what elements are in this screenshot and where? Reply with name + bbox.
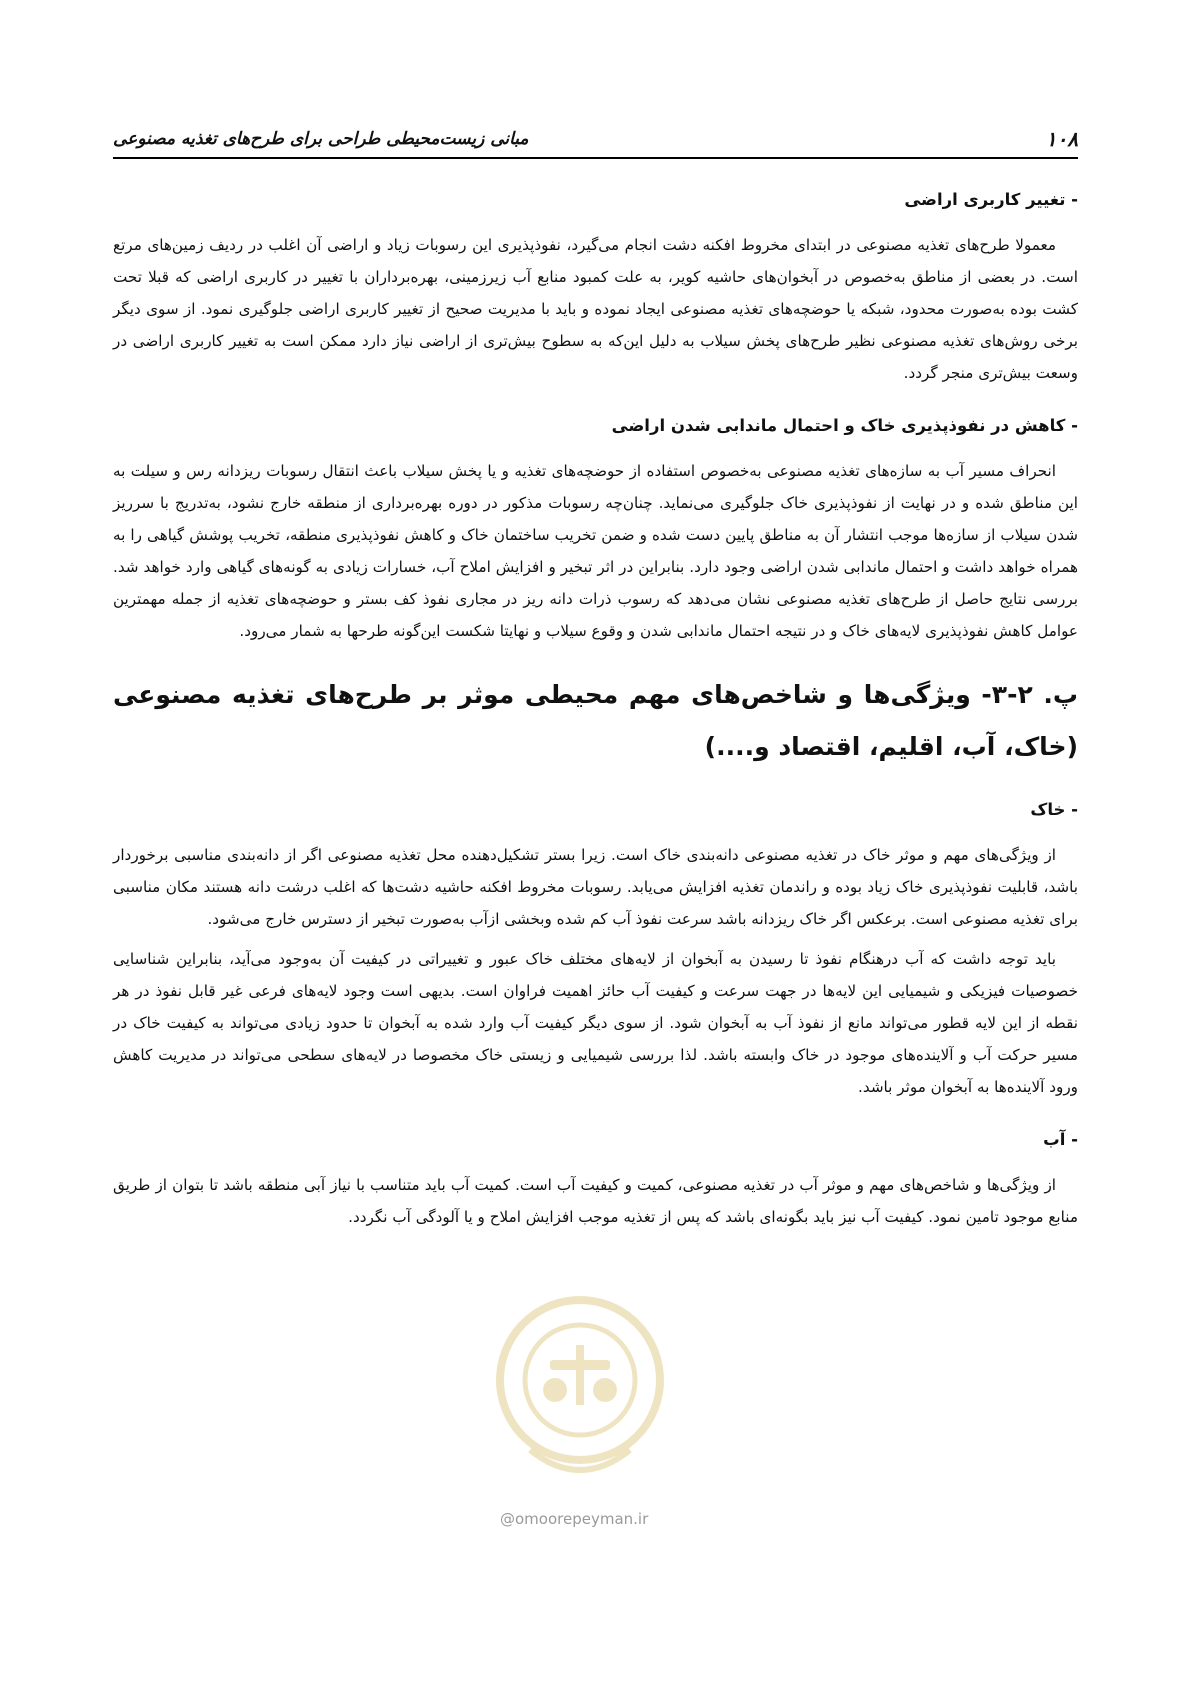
paragraph-soil-1: از ویژگی‌های مهم و موثر خاک در تغذیه مصنوعی دانه‌بندی خاک است. زیرا بستر تشکیل‌دهنده محل تغذیه مصنوعی اگر از دانه‌بندی مناسبی برخوردار باشد، قابلیت نفوذپذیری خاک زیاد بوده و راندمان تغذیه افزایش می‌یابد. رسوبات مخروط افکنه حاشیه دشت‌ها که اغلب درشت دانه هستند مکان مناسبی برای تغذیه مصنوعی است. برعکس اگر خاک ریزدانه باشد سرعت نفوذ آب کم شده وبخشی ازآب به‌صورت تبخیر از دسترس خارج می‌شود. bbox=[113, 846, 1078, 928]
paragraph-water: از ویژگی‌ها و شاخص‌های مهم و موثر آب در تغذیه مصنوعی، کمیت و کیفیت آب است. کمیت آب باید متناسب با نیاز آبی منطقه باشد تا بتوان از طریق منابع موجود تامین نمود. کیفیت آب نیز باید بگونه‌ای باشد که پس از تغذیه موجب افزایش املاح و یا آلودگی آب نگردد. bbox=[113, 1176, 1078, 1226]
section-heading: پ. ۲-۳- ویژگی‌ها و شاخص‌های مهم محیطی موثر بر طرح‌های تغذیه مصنوعی (خاک، آب، اقلیم، اقتصاد و....) bbox=[113, 680, 1078, 761]
heading-permeability: - کاهش در نفوذپذیری خاک و احتمال ماندابی شدن اراضی bbox=[611, 416, 1078, 435]
heading-land-use: - تغییر کاربری اراضی bbox=[904, 190, 1078, 209]
heading-soil: - خاک bbox=[1030, 800, 1078, 819]
paragraph-permeability: انحراف مسیر آب به سازه‌های تغذیه مصنوعی به‌خصوص استفاده از حوضچه‌های تغذیه و یا پخش سیلاب باعث انتقال رسوبات ریزدانه رس و سیلت به این مناطق شده و در نهایت از نفوذپذیری خاک جلوگیری می‌نماید. چنان‌چه رسوبات مذکور در دوره بهره‌برداری از منطقه خارج نشود، به‌تدریج با سرریز شدن سیلاب از سازه‌ها موجب انتشار آن به مناطق پایین دست شده و ضمن تخریب ساختمان خاک و کاهش نفوذپذیری منطقه، تخریب پوشش گیاهی را به همراه خواهد داشت و احتمال ماندابی شدن اراضی وجود دارد. بنابراین در اثر تبخیر و افزایش املاح آب، خسارات زیادی به گونه‌های گیاهی وارد خواهد شد. بررسی نتایج حاصل از طرح‌های تغذیه مصنوعی نشان می‌دهد که رسوب ذرات دانه ریز در مجاری نفوذ کف بستر و حوضچه‌های تغذیه از جمله مهمترین عوامل کاهش نفوذپذیری لایه‌های خاک و در نتیجه احتمال ماندابی شدن و وقوع سیلاب و نهایتا شکست این‌گونه طرحها به شمار می‌رود. bbox=[113, 462, 1078, 640]
page-content bbox=[113, 185, 1078, 1233]
paragraph-land-use: معمولا طرح‌های تغذیه مصنوعی در ابتدای مخروط افکنه دشت انجام می‌گیرد، نفوذپذیری این رسوبات زیاد و اراضی آن اغلب در ردیف زمین‌های مرتع است. در بعضی از مناطق به‌خصوص در آبخوان‌های حاشیه کویر، به علت کمبود منابع آب زیرزمینی، بهره‌برداران با تغییر در کاربری اراضی که قبلا تحت کشت بوده به‌صورت محدود، شبکه یا حوضچه‌های تغذیه مصنوعی ایجاد نموده و باید با مدیریت صحیح از تغییر کاربری اراضی جلوگیری نمود. از سوی دیگر برخی روش‌های تغذیه مصنوعی نظیر طرح‌های پخش سیلاب به دلیل این‌که به سطوح بیش‌تری از اراضی نیاز دارد ممکن است به تغییر کاربری اراضی در وسعت بیش‌تری منجر گردد. bbox=[113, 236, 1078, 382]
running-title: مبانی زیست‌محیطی طراحی برای طرح‌های تغذیه مصنوعی bbox=[113, 129, 529, 149]
page-number: ۱۰۸ bbox=[1045, 127, 1078, 151]
paragraph-soil-2: باید توجه داشت که آب درهنگام نفوذ تا رسیدن به آبخوان از لایه‌های مختلف خاک عبور و تغییراتی در کیفیت آن به‌وجود می‌آید، بنابراین شناسایی خصوصیات فیزیکی و شیمیایی این لایه‌ها در جهت سرعت و کیفیت آب حائز اهمیت فراوان است. بدیهی است وجود لایه‌های فرعی غیر قابل نفوذ در هر نقطه از این لایه قطور می‌تواند مانع از نفوذ آب به آبخوان شود. از سوی دیگر کیفیت آب وارد شده به آبخوان تا حدود زیادی می‌تواند به کیفیت خاک در مسیر حرکت آب و آلاینده‌های موجود در خاک وابسته باشد. لذا بررسی شیمیایی و زیستی خاک مخصوصا در لایه‌های سطحی می‌تواند در مدیریت کاهش ورود آلاینده‌ها به آبخوان موثر باشد. bbox=[113, 950, 1078, 1096]
heading-water: - آب bbox=[1043, 1130, 1078, 1149]
watermark-url: @omoorepeyman.ir bbox=[500, 1510, 649, 1528]
page-header bbox=[113, 125, 1078, 159]
watermark-seal-icon bbox=[490, 1290, 670, 1520]
